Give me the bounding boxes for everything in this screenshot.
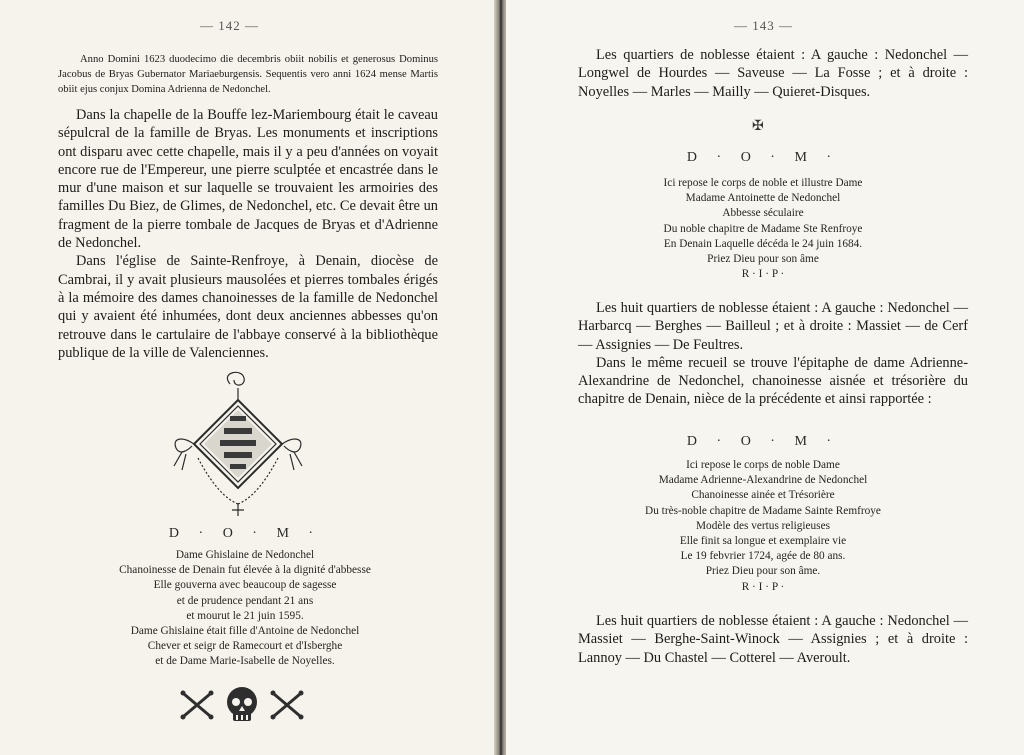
- epitaph-line: et mourut le 21 juin 1595.: [186, 609, 304, 622]
- epitaph-line: R · I · P ·: [741, 580, 785, 593]
- epitaph-line: et de prudence pendant 21 ans: [176, 594, 314, 607]
- cross-icon: ✠: [752, 119, 764, 134]
- epitaph-line: Chanoinesse ainée et Trésorière: [691, 489, 835, 502]
- epitaph-line: Chever et seigr de Ramecourt et d'Isberghe: [147, 640, 343, 653]
- epitaph-line: Du très-noble chapitre de Madame Sainte Remfroye: [645, 504, 881, 517]
- epitaph-heading-antoinette: D · O · M ·: [686, 150, 840, 165]
- epitaph-line: Du noble chapitre de Madame Ste Renfroye: [663, 222, 863, 235]
- quartiers-block-3: [578, 612, 968, 667]
- paragraph-chapelle: Dans la chapelle de la Bouffe lez-Mariembourg était le caveau sépulcral de la famille de Bryas. Les monuments et inscriptions ont disparu avec cette chapelle, mais il y a peu d'années on voyait encore rue de l'Empereur, une pierre sculptée et encastrée dans le mur d'une maison et sur laquelle se trouvaient les armoiries des familles Du Biez, de Glimes, de Nedonchel, etc. Ce devait être un fragment de la pierre tombale de Jacques de Bryas et d'Adrienne de Nedonchel.: [58, 107, 438, 252]
- quartiers-block-2: [578, 299, 968, 409]
- epitaph-line: Chanoinesse de Denain fut élevée à la dignité d'abbesse: [119, 564, 371, 577]
- epitaph-line: Abbesse séculaire: [722, 207, 804, 220]
- epitaph-line: et de Dame Marie-Isabelle de Noyelles.: [155, 655, 335, 668]
- epitaph-ghislaine: [40, 548, 450, 670]
- quartiers-block-1: [578, 46, 968, 101]
- paragraph-sainte-renfroye: Dans l'église de Sainte-Renfroye, à Denain, diocèse de Cambrai, il y avait plusieurs mausolées et pierres tombales érigés à la mémoire des dames chanoinesses de la famille de Nedonchel qui y avaient été inhumées, dont deux anciennes abbesses qu'on retrouve dans le cartulaire de l'abbaye conservé à la bibliothèque publique de la ville de Valenciennes.: [58, 253, 438, 361]
- epitaph-line: Priez Dieu pour son âme.: [705, 565, 821, 578]
- left-page: [0, 0, 500, 755]
- left-body-text: [58, 106, 438, 362]
- quartiers-text-1: Les quartiers de noblesse étaient : A gauche : Nedonchel — Longwel de Hourdes — Saveuse — La Fosse ; et à droite : Noyelles — Marles — Mailly — Quieret-Disques.: [578, 47, 968, 100]
- paragraph-recueil: Dans le même recueil se trouve l'épitaphe de dame Adrienne-Alexandrine de Nedonchel, chanoinesse aisnée et trésorière du chapitre de Denain, nièce de la précédente et ainsi rapportée :: [578, 354, 968, 408]
- epitaph-line: Madame Antoinette de Nedonchel: [685, 192, 841, 205]
- epitaph-line: Le 19 febvrier 1724, agée de 80 ans.: [680, 550, 846, 563]
- epitaph-line: Elle gouverna avec beaucoup de sagesse: [153, 579, 337, 592]
- epitaph-line: Madame Adrienne-Alexandrine de Nedonchel: [658, 474, 868, 487]
- epitaph-line: Dame Ghislaine de Nedonchel: [175, 549, 315, 561]
- coat-of-arms-illustration: [168, 366, 308, 518]
- quartiers-text-3: Les huit quartiers de noblesse étaient : A gauche : Nedonchel — Massiet — Berghe-Saint-Winock — Assignies ; et à droite : Lannoy — Du Chastel — Cotterel — Averoult.: [578, 613, 968, 666]
- epitaph-line: Priez Dieu pour son âme: [707, 253, 819, 266]
- skull-crossbones-icon: [176, 684, 308, 724]
- epitaph-line: R · I · P ·: [741, 268, 785, 281]
- epitaph-line: Ici repose le corps de noble et illustre Dame: [663, 177, 863, 189]
- page-number-left: — 142 —: [200, 18, 259, 33]
- quartiers-text-2: Les huit quartiers de noblesse étaient : A gauche : Nedonchel — Harbarcq — Berghes — Bailleul ; et à droite : Massiet — de Cerf — Assignies — De Feultres.: [578, 300, 968, 353]
- epitaph-antoinette: [528, 176, 998, 282]
- latin-inscription-text: Anno Domini 1623 duodecimo die decembris obiit nobilis et generosus Dominus Jacobus de Bryas Gubernator Mariaeburgensis. Sequentis vero anni 1624 mense Martis obiit ejus conjux Domina Adrienna de Nedonchel.: [58, 54, 438, 95]
- epitaph-line: Dame Ghislaine était fille d'Antoine de Nedonchel: [130, 625, 360, 638]
- right-page: [506, 0, 1024, 755]
- epitaph-line: Ici repose le corps de noble Dame: [686, 459, 840, 471]
- epitaph-heading-adrienne: D · O · M ·: [686, 434, 840, 449]
- epitaph-line: Modèle des vertus religieuses: [696, 519, 830, 532]
- latin-inscription: [58, 52, 438, 97]
- epitaph-heading-left: D · O · M ·: [168, 526, 322, 541]
- epitaph-line: En Denain Laquelle décéda le 24 juin 1684.: [663, 237, 863, 250]
- epitaph-line: Elle finit sa longue et exemplaire vie: [679, 535, 847, 548]
- page-number-right: — 143 —: [734, 18, 793, 33]
- epitaph-adrienne: [528, 458, 998, 595]
